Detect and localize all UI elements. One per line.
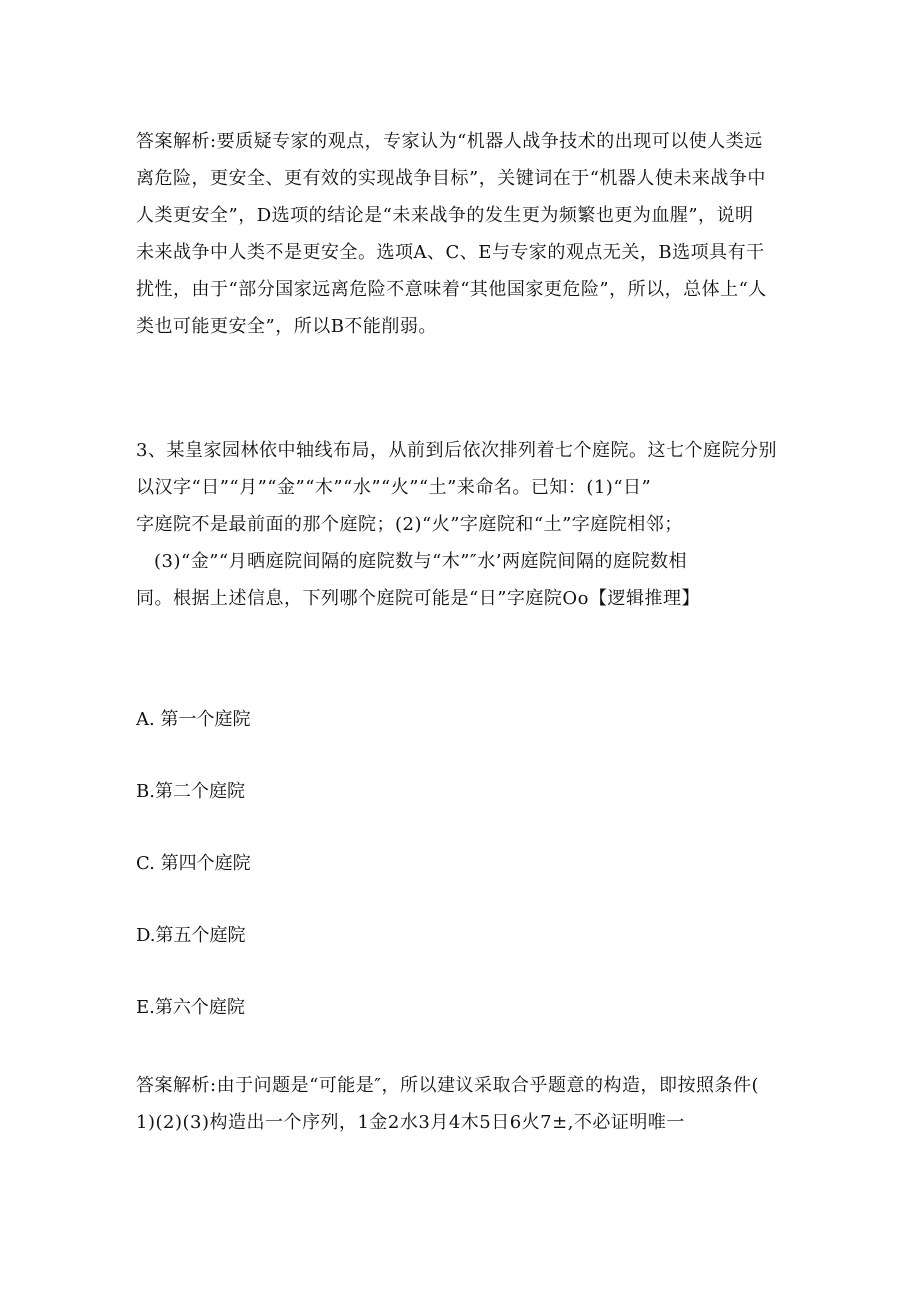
- analysis-paragraph-2: [136, 1067, 788, 1141]
- text-line: (3)“金”“月晒庭院间隔的庭院数与“木”″水’两庭院间隔的庭院数相: [154, 551, 687, 572]
- text-line: 同。根据上述信息，下列哪个庭院可能是“日”字庭院Oo【逻辑推理】: [136, 588, 700, 609]
- text-line: 1)(2)(3)构造出一个序列，1金2水3月4木5日6火7±,不必证明唯一: [136, 1112, 685, 1133]
- text-line: 扰性，由于“部分国家远离危险不意味着“其他国家更危险”，所以，总体上“人: [136, 279, 767, 300]
- text-line: 离危险，更安全、更有效的实现战争目标”，关键词在于“机器人使未来战争中: [136, 168, 766, 189]
- option-c: C. 第四个庭院: [136, 853, 251, 874]
- option-a: A. 第一个庭院: [136, 709, 251, 730]
- text-line: 以汉字“日”“月”“金”“木”“水”“火”“土”来命名。已知：(1)“日”: [136, 477, 652, 498]
- text-line: 答案解析:要质疑专家的观点，专家认为“机器人战争技术的出现可以使人类远: [136, 131, 763, 152]
- option-d: D.第五个庭院: [136, 925, 246, 946]
- option-e: E.第六个庭院: [136, 997, 245, 1018]
- option-b: B.第二个庭院: [136, 781, 245, 802]
- text-line: 未来战争中人类不是更安全。选项A、C、E与专家的观点无关，B选项具有干: [136, 242, 765, 263]
- text-line: 3、某皇家园林依中轴线布局，从前到后依次排列着七个庭院。这七个庭院分别: [136, 440, 777, 461]
- text-line: 类也可能更安全”，所以B不能削弱。: [136, 316, 437, 337]
- text-line: 答案解析:由于问题是“可能是″，所以建议采取合乎题意的构造，即按照条件(: [136, 1075, 760, 1096]
- text-line: 字庭院不是最前面的那个庭院；(2)“火”字庭院和“土”字庭院相邻；: [136, 514, 683, 535]
- question-3-paragraph: [136, 432, 788, 617]
- analysis-paragraph-1: [136, 123, 788, 345]
- text-line: 人类更安全”，D选项的结论是“未来战争的发生更为频繁也更为血腥”，说明: [136, 205, 754, 226]
